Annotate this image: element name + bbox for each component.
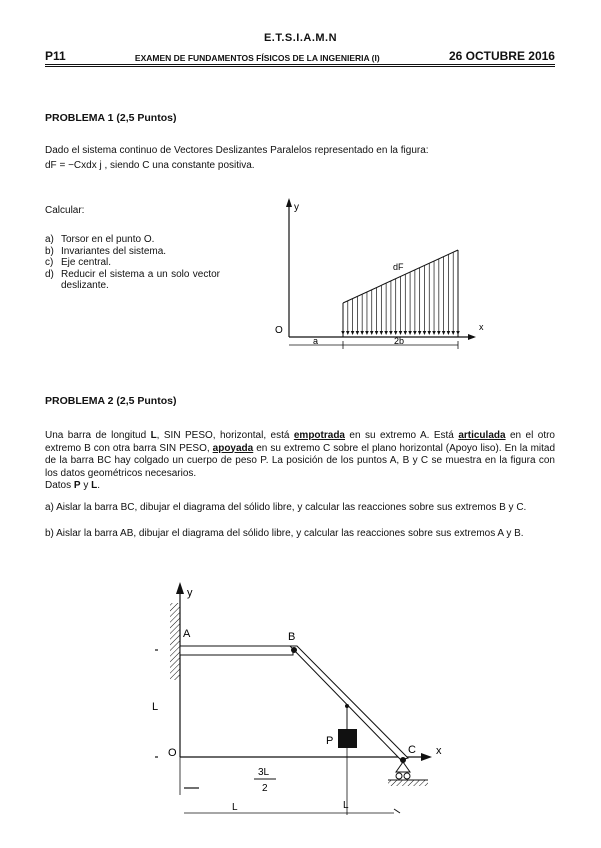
- problem1-calc-label: Calcular:: [45, 205, 85, 216]
- load-vector-arrowhead: [408, 331, 412, 335]
- load-vector-arrowhead: [351, 331, 355, 335]
- problem2-question-b: b) Aislar la barra AB, dibujar el diagrama del sólido libre, y calcular las reacciones sobre sus extremos A y B.: [45, 528, 524, 539]
- problem1-list: [45, 234, 220, 292]
- dim-2b-label: 2b: [394, 336, 405, 346]
- dim-L-vertical: L: [152, 701, 159, 713]
- load-vector-arrowhead: [341, 331, 345, 335]
- y-axis-label: y: [187, 587, 193, 599]
- support-roller: [396, 773, 402, 779]
- y-axis-arrow: [286, 198, 292, 207]
- load-vector-arrowhead: [365, 331, 369, 335]
- exam-date: 26 OCTUBRE 2016: [448, 49, 555, 63]
- x-axis-arrow: [468, 334, 476, 340]
- dimension-arrow: [394, 809, 400, 813]
- list-item: a) Torsor en el punto O.: [45, 234, 155, 245]
- header-rule-2: [45, 66, 555, 67]
- x-axis-label: x: [436, 745, 442, 757]
- dim-3L-denominator: 2: [262, 783, 268, 794]
- load-vector-arrowhead: [375, 331, 379, 335]
- load-vector-arrowhead: [437, 331, 441, 335]
- header-row: [45, 47, 555, 63]
- y-axis-label: y: [294, 202, 299, 213]
- list-item: c) Eje central.: [45, 257, 112, 268]
- load-vector-arrowhead: [456, 331, 460, 335]
- list-item: d) Reducir el sistema a un solo vector deslizante.: [45, 268, 220, 291]
- dF-label: dF: [393, 262, 404, 272]
- load-vector-arrowhead: [370, 331, 374, 335]
- load-vector-arrowhead: [384, 331, 388, 335]
- exam-title: EXAMEN DE FUNDAMENTOS FÍSICOS DE LA INGENIERIA (I): [134, 53, 380, 63]
- point-A-label: A: [183, 628, 191, 640]
- load-vector-arrowhead: [394, 331, 398, 335]
- load-vector-arrowhead: [399, 331, 403, 335]
- page-code: P11: [45, 49, 66, 63]
- load-vector-arrowhead: [346, 331, 350, 335]
- problem2-figure: [140, 572, 460, 817]
- load-vector-arrowhead: [418, 331, 422, 335]
- load-vector-arrowhead: [447, 331, 451, 335]
- load-vector-arrowhead: [451, 331, 455, 335]
- load-vector-arrowhead: [360, 331, 364, 335]
- x-axis-label: x: [479, 322, 484, 332]
- load-vector-arrowhead: [403, 331, 407, 335]
- dim-a-label: a: [313, 336, 319, 346]
- x-axis-arrow: [421, 753, 432, 761]
- load-vector-arrowhead: [423, 331, 427, 335]
- origin-label: O: [168, 747, 177, 759]
- hinge-B: [291, 647, 297, 653]
- load-vector-arrowhead: [442, 331, 446, 335]
- weight-block: [338, 729, 357, 748]
- problem1-intro-line1: Dado el sistema continuo de Vectores Deslizantes Paralelos representado en la figura:: [45, 145, 429, 156]
- problem2-title: PROBLEMA 2 (2,5 Puntos): [45, 395, 177, 407]
- load-vector-arrowhead: [432, 331, 436, 335]
- problem1-title: PROBLEMA 1 (2,5 Puntos): [45, 112, 177, 124]
- dim-L-left: L: [232, 802, 238, 813]
- load-vector-arrowhead: [380, 331, 384, 335]
- point-B-label: B: [288, 631, 296, 643]
- origin-label: O: [275, 325, 283, 336]
- institution-name: E.T.S.I.A.M.N: [263, 32, 338, 44]
- load-vector-arrowhead: [389, 331, 393, 335]
- header-rule: [45, 64, 555, 65]
- weight-label: P: [326, 735, 334, 747]
- load-vector-arrowhead: [427, 331, 431, 335]
- load-vector-arrowhead: [356, 331, 360, 335]
- bar-AB: [180, 646, 293, 655]
- support-triangle: [396, 762, 410, 772]
- dim-3L-numerator: 3L: [258, 767, 270, 778]
- ground-hatch: [388, 780, 428, 786]
- dim-L-right: L: [343, 800, 349, 811]
- wall-hatch: [170, 603, 180, 680]
- problem1-figure: [270, 195, 500, 355]
- support-roller: [404, 773, 410, 779]
- problem2-question-a: a) Aislar la barra BC, dibujar el diagrama del sólido libre, y calcular las reacciones sobre sus extremos B y C.: [45, 502, 527, 513]
- problem1-intro-line2: dF = −Cxdx j , siendo C una constante positiva.: [45, 160, 255, 171]
- load-vector-arrowhead: [413, 331, 417, 335]
- point-C-label: C: [408, 744, 416, 756]
- y-axis-arrow: [176, 582, 184, 594]
- list-item: b) Invariantes del sistema.: [45, 245, 167, 257]
- problem2-statement: Una barra de longitud L, SIN PESO, horizontal, está empotrada en su extremo A. Está articulada en el otro extremo B con otra barra SIN PESO, apoyada en su extremo C sobre el plano horizontal (Apoyo liso). En la mitad de la barra BC hay colgado un cuerpo de peso P. La posición de los puntos A, B y C se muestra en la figura con los datos geométricos necesarios. Datos P y L.: [45, 430, 556, 491]
